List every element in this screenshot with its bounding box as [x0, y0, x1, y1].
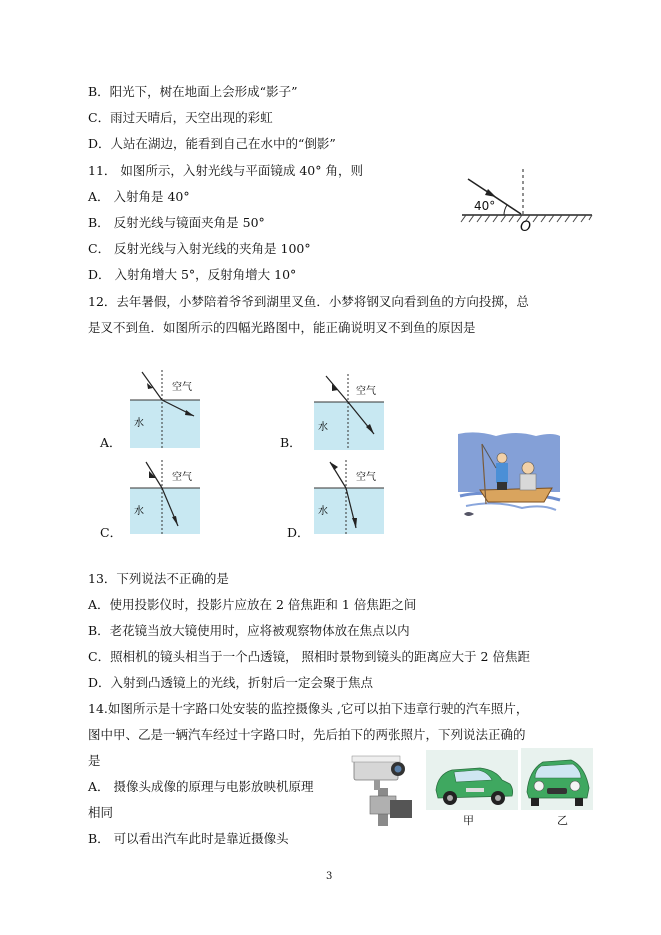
water-label: 水 — [134, 506, 144, 517]
air-label: 空气 — [356, 472, 376, 483]
q14-stem-line2: 图中甲、乙是一辆汽车经过十字路口时，先后拍下的两张照片，下列说法正确的 — [88, 727, 526, 742]
air-label: 空气 — [356, 386, 376, 397]
q10-option-b: B．阳光下，树在地面上会形成“影子” — [88, 84, 298, 99]
q11-option-b: B． 反射光线与镜面夹角是 50° — [88, 215, 265, 230]
q10-option-c: C．雨过天晴后，天空出现的彩虹 — [88, 110, 273, 125]
refraction-diagram-b — [312, 372, 388, 452]
q11-option-c: C． 反射光线与入射光线的夹角是 100° — [88, 241, 311, 256]
refraction-diagram-d — [312, 458, 388, 536]
q14-option-a-line2: 相同 — [88, 805, 114, 820]
point-o-label: O — [520, 219, 532, 233]
q12-stem-line2: 是叉不到鱼．如图所示的四幅光路图中，能正确说明叉不到鱼的原因是 — [88, 320, 476, 335]
q11-stem: 11． 如图所示，入射光线与平面镜成 40° 角，则 — [88, 163, 363, 178]
water-label: 水 — [134, 418, 144, 429]
refraction-diagram-c — [128, 458, 204, 536]
q13-option-b: B．老花镜当放大镜使用时，应将被观察物体放在焦点以内 — [88, 623, 410, 638]
photo-label-jia: 甲 — [463, 814, 474, 827]
air-label: 空气 — [172, 382, 192, 393]
q12-option-d-label: D． — [287, 525, 310, 540]
q11-option-a: A． 入射角是 40° — [88, 189, 190, 204]
q14-stem-line1: 14.如图所示是十字路口处安装的监控摄像头 ,它可以拍下违章行驶的汽车照片， — [88, 701, 529, 716]
refraction-diagram-a — [128, 368, 204, 450]
q14-stem-line3: 是 — [88, 753, 101, 768]
car-photo-jia — [426, 750, 518, 810]
q14-option-a-line1: A． 摄像头成像的原理与电影放映机原理 — [88, 779, 314, 794]
q12-stem-line1: 12．去年暑假，小梦陪着爷爷到湖里叉鱼．小梦将钢叉向看到鱼的方向投掷，总 — [88, 294, 529, 309]
surveillance-camera-photo — [350, 750, 422, 826]
q12-option-c-label: C． — [100, 525, 123, 540]
q12-option-a-label: A． — [100, 435, 122, 450]
q10-option-d: D．人站在湖边，能看到自己在水中的“倒影” — [88, 136, 336, 151]
fishing-boat-illustration — [456, 430, 562, 522]
q12-option-b-label: B． — [280, 435, 302, 450]
water-label: 水 — [318, 422, 328, 433]
photo-label-yi: 乙 — [557, 814, 568, 827]
q13-option-a: A．使用投影仪时，投影片应放在 2 倍焦距和 1 倍焦距之间 — [88, 597, 417, 612]
car-photo-yi — [521, 748, 593, 810]
q14-option-b: B． 可以看出汽车此时是靠近摄像头 — [88, 831, 289, 846]
q13-stem: 13．下列说法不正确的是 — [88, 571, 229, 586]
water-label: 水 — [318, 506, 328, 517]
mirror-reflection-figure — [458, 165, 598, 233]
q13-option-d: D．入射到凸透镜上的光线，折射后一定会聚于焦点 — [88, 675, 374, 690]
air-label: 空气 — [172, 472, 192, 483]
page-number: 3 — [326, 871, 333, 882]
q11-option-d: D． 入射角增大 5°，反射角增大 10° — [88, 267, 297, 282]
angle-label: 40° — [474, 199, 496, 213]
q13-option-c: C．照相机的镜头相当于一个凸透镜， 照相时景物到镜头的距离应大于 2 倍焦距 — [88, 649, 530, 664]
